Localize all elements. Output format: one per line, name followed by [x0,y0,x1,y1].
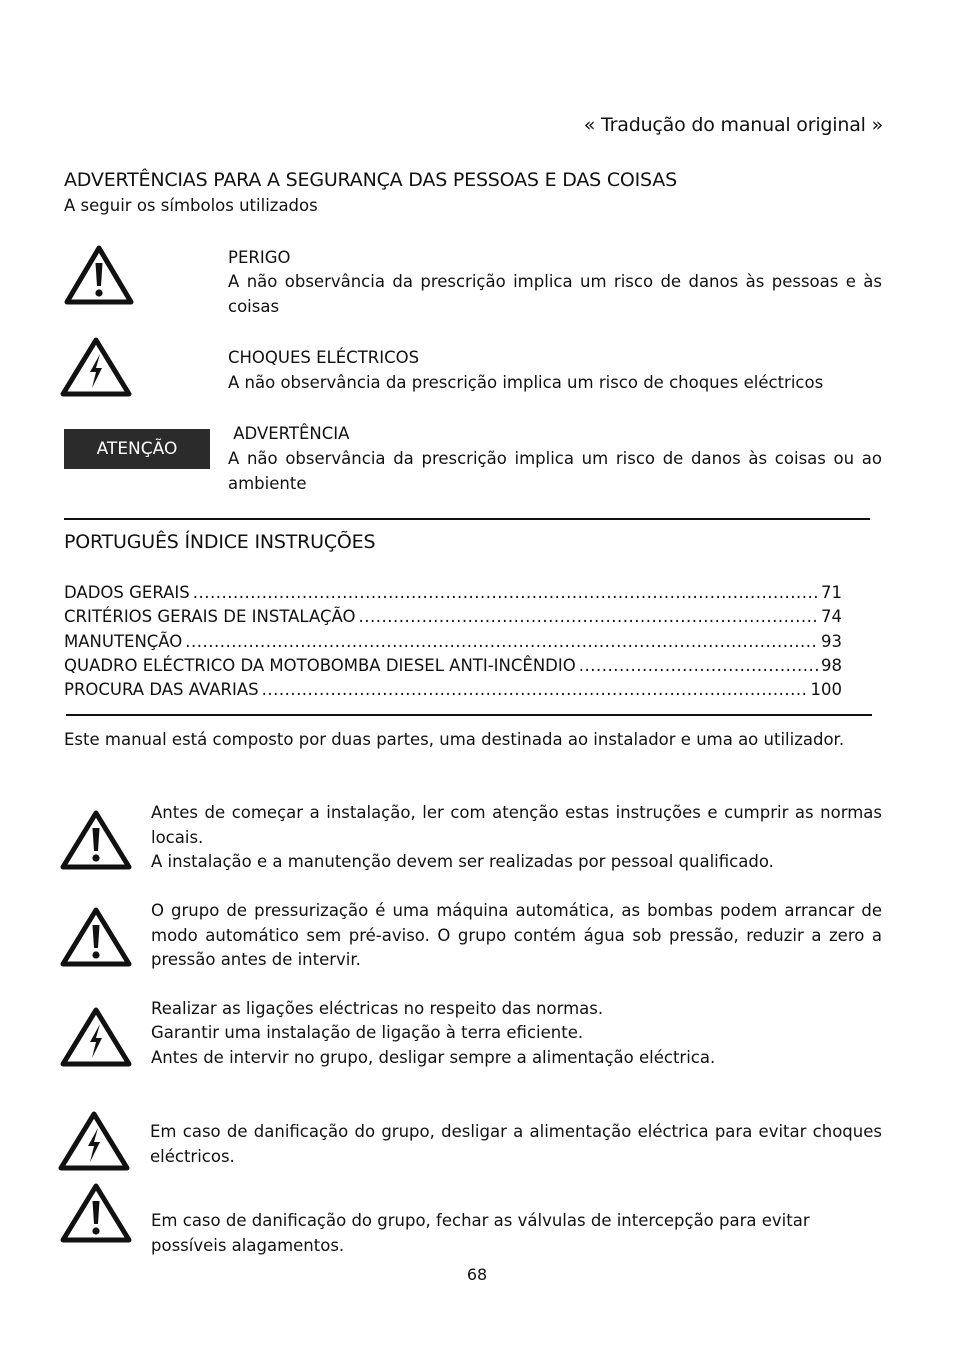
manual-subtitle: « Tradução do manual original » [583,114,883,136]
warning-text: Em caso de danificação do grupo, fechar as válvulas de intercepção para evitar possíveis alagamentos. [151,1211,810,1255]
warning-text: Em caso de danificação do grupo, desligar a alimentação eléctrica para evitar choques eléctricos. [150,1122,882,1166]
divider-top [64,518,870,520]
toc-entry-label: QUADRO ELÉCTRICO DA MOTOBOMBA DIESEL ANTI-INCÊNDIO [64,656,576,675]
page-number: 68 [466,1265,488,1284]
toc-leader [262,678,808,703]
safety-heading: ADVERTÊNCIAS PARA A SEGURANÇA DAS PESSOAS E DAS COISAS [64,169,677,191]
symbol-warning-title: ADVERTÊNCIA [228,424,350,443]
toc-leader [579,654,818,679]
toc-entry-page: 93 [821,632,842,651]
warning-text: O grupo de pressurização é uma máquina automática, as bombas podem arrancar de modo automático sem pré-aviso. O grupo contém água sob pressão, reduzir a zero a pressão antes de intervir. [151,901,882,969]
warning-text: Garantir uma instalação de ligação à terra eficiente. [151,1023,584,1042]
danger-warning-icon [63,243,135,307]
danger-warning-icon [59,905,133,969]
warning-text: Antes de começar a instalação, ler com atenção estas instruções e cumprir as normas locais. [151,803,882,847]
danger-warning-icon [59,1181,133,1245]
toc-entry[interactable] [64,678,842,703]
toc-entry-page: 74 [821,607,842,626]
toc-entry-label: MANUTENÇÃO [64,632,183,651]
toc-entry-label: CRITÉRIOS GERAIS DE INSTALAÇÃO [64,607,356,626]
symbol-electric-text: A não observância da prescrição implica um risco de choques eléctricos [228,373,824,392]
electric-shock-icon [59,335,133,399]
symbol-electric-title: CHOQUES ELÉCTRICOS [228,348,420,367]
toc-entry-label: PROCURA DAS AVARIAS [64,680,259,699]
toc-leader [193,581,818,606]
electric-shock-icon [59,1005,133,1069]
toc-entry-page: 100 [810,680,842,699]
toc-entry-page: 98 [821,656,842,675]
toc-heading: PORTUGUÊS ÍNDICE INSTRUÇÕES [64,531,376,553]
symbol-danger-text: A não observância da prescrição implica um risco de danos às pessoas e às coisas [228,272,882,316]
warning-text: A instalação e a manutenção devem ser realizadas por pessoal qualificado. [151,852,774,871]
warning-text: Antes de intervir no grupo, desligar sempre a alimentação eléctrica. [151,1048,716,1067]
toc-entry[interactable] [64,605,842,630]
danger-warning-icon [59,808,133,872]
toc-leader [185,630,818,655]
symbol-warning-text: A não observância da prescrição implica um risco de danos às coisas ou ao ambiente [228,449,882,493]
electric-shock-icon [57,1109,131,1173]
toc-entry[interactable] [64,581,842,606]
toc-entry-label: DADOS GERAIS [64,583,190,602]
warning-text: Realizar as ligações eléctricas no respeito das normas. [151,999,604,1018]
divider-bottom [66,714,872,716]
toc-entry-page: 71 [821,583,842,602]
attention-badge: ATENÇÃO [64,429,210,469]
symbol-danger-title: PERIGO [228,248,291,267]
toc-entry[interactable] [64,654,842,679]
toc-leader [359,605,819,630]
manual-intro: Este manual está composto por duas partes, uma destinada ao instalador e uma ao utilizador. [64,730,845,749]
toc-entry[interactable] [64,630,842,655]
symbols-intro: A seguir os símbolos utilizados [64,196,318,215]
